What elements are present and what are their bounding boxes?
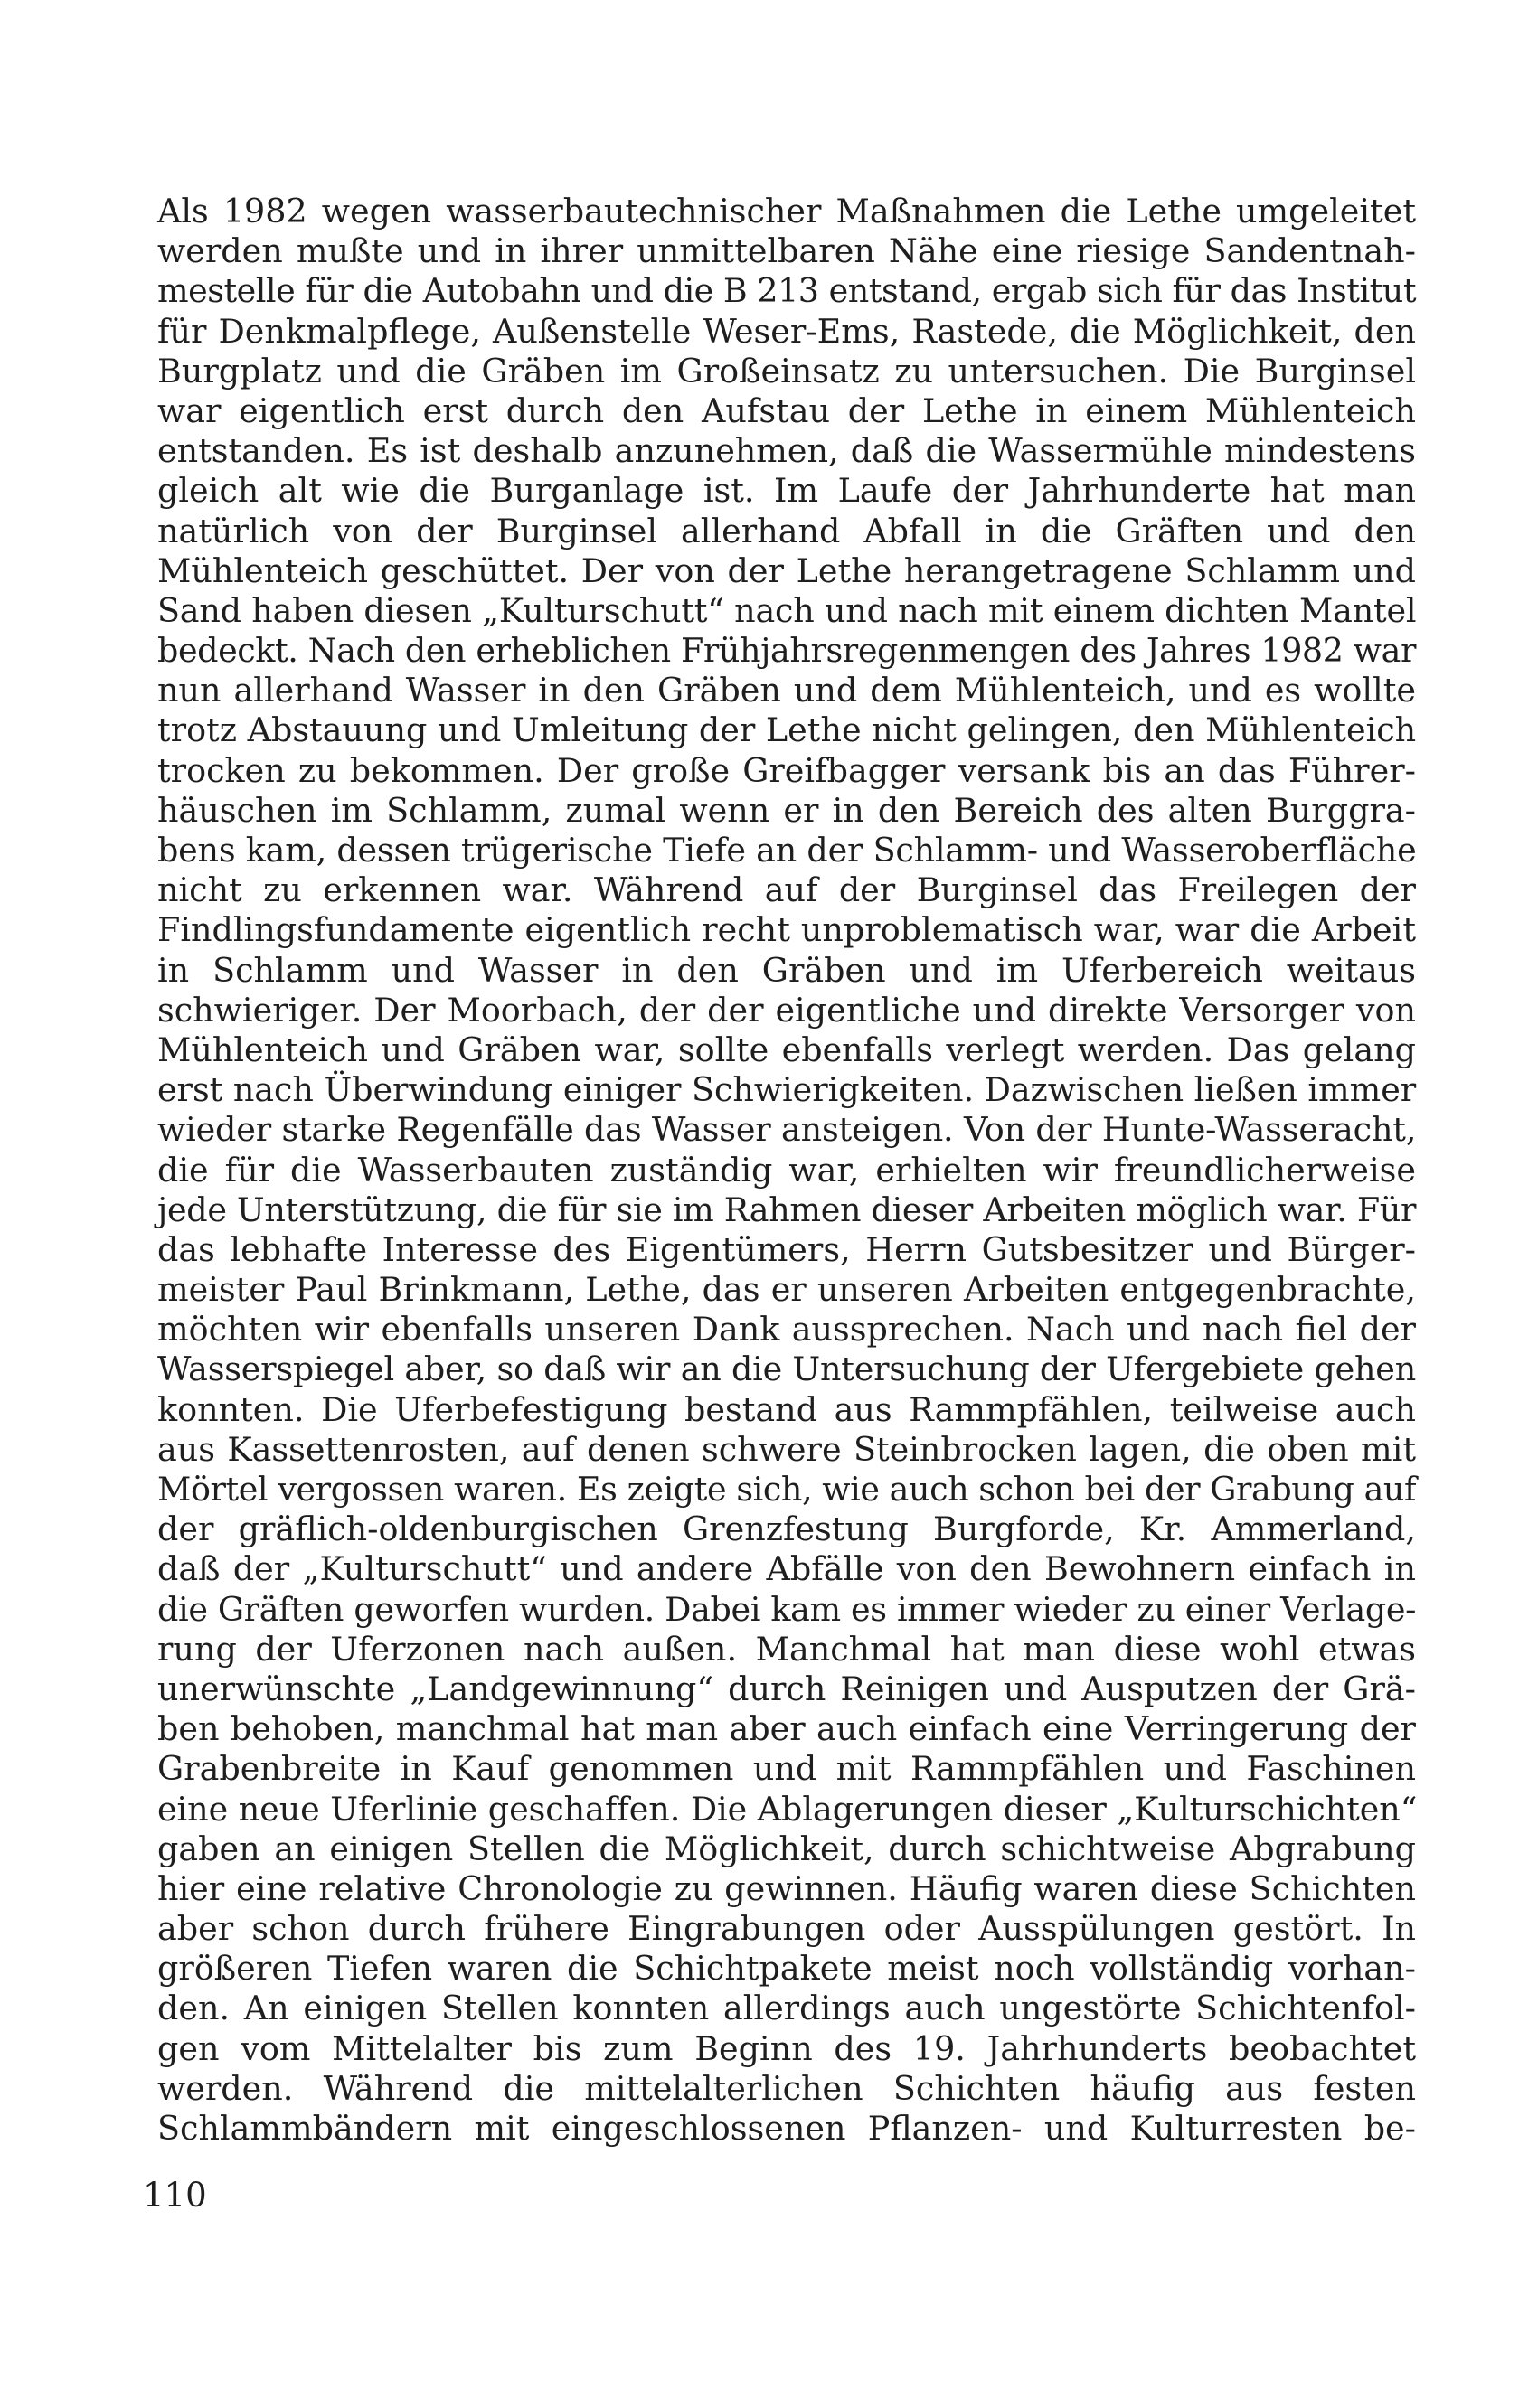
text-line: für Denkmalpflege, Außenstelle Weser-Ems, Rastede, die Möglichkeit, den xyxy=(157,311,1416,351)
text-line: bens kam, dessen trügerische Tiefe an der Schlamm- und Wasseroberfläche xyxy=(157,831,1417,870)
text-line: unerwünschte „Landgewinnung“ durch Reinigen und Ausputzen der Grä- xyxy=(157,1669,1416,1708)
text-line: größeren Tiefen waren die Schichtpakete meist noch vollständig vorhan- xyxy=(157,1949,1416,1989)
text-line: jede Unterstützung, die für sie im Rahmen dieser Arbeiten möglich war. Für xyxy=(157,1190,1417,1229)
text-line: natürlich von der Burginsel allerhand Abfall in die Gräften und den xyxy=(157,511,1416,550)
text-line: hier eine relative Chronologie zu gewinnen. Häufig waren diese Schichten xyxy=(157,1868,1416,1908)
text-line: eine neue Uferlinie geschaffen. Die Ablagerungen dieser „Kulturschichten“ xyxy=(157,1789,1418,1829)
text-line: Mühlenteich geschüttet. Der von der Lethe herangetragene Schlamm und xyxy=(157,550,1416,590)
text-line: rung der Uferzonen nach außen. Manchmal hat man diese wohl etwas xyxy=(157,1629,1416,1669)
text-line: schwieriger. Der Moorbach, der der eigentliche und direkte Versorger von xyxy=(157,990,1416,1030)
text-line: Sand haben diesen „Kulturschutt“ nach und nach mit einem dichten Mantel xyxy=(157,590,1417,630)
text-line: aus Kassettenrosten, auf denen schwere Steinbrocken lagen, die oben mit xyxy=(157,1429,1416,1469)
text-line: Wasserspiegel aber, so daß wir an die Untersuchung der Ufergebiete gehen xyxy=(157,1350,1416,1389)
text-line: mestelle für die Autobahn und die B 213 entstand, ergab sich für das Institut xyxy=(157,271,1416,311)
text-line: häuschen im Schlamm, zumal wenn er in den Bereich des alten Burggra- xyxy=(157,790,1416,830)
text-line: möchten wir ebenfalls unseren Dank aussprechen. Nach und nach fiel der xyxy=(157,1310,1416,1350)
text-line: werden mußte und in ihrer unmittelbaren Nähe eine riesige Sandentnah- xyxy=(157,231,1416,271)
text-line: gleich alt wie die Burganlage ist. Im Laufe der Jahrhunderte hat man xyxy=(157,471,1416,511)
page-number: 110 xyxy=(143,2176,207,2215)
text-line: in Schlamm und Wasser in den Gräben und im Uferbereich weitaus xyxy=(157,950,1416,990)
text-line: Grabenbreite in Kauf genommen und mit Rammpfählen und Faschinen xyxy=(157,1749,1416,1789)
text-line: meister Paul Brinkmann, Lethe, das er unseren Arbeiten entgegenbrachte, xyxy=(157,1270,1416,1310)
text-line: der gräflich-oldenburgischen Grenzfestung Burgforde, Kr. Ammerland, xyxy=(157,1510,1416,1549)
text-line: Mörtel vergossen waren. Es zeigte sich, wie auch schon bei der Grabung auf xyxy=(157,1470,1417,1509)
text-line: Burgplatz und die Gräben im Großeinsatz zu untersuchen. Die Burginsel xyxy=(157,351,1416,390)
text-line: das lebhafte Interesse des Eigentümers, Herrn Gutsbesitzer und Bürger- xyxy=(157,1229,1416,1269)
text-line: trotz Abstauung und Umleitung der Lethe nicht gelingen, den Mühlenteich xyxy=(157,710,1417,750)
text-line: wieder starke Regenfälle das Wasser ansteigen. Von der Hunte-Wasseracht, xyxy=(157,1110,1417,1150)
text-line: Schlammbändern mit eingeschlossenen Pflanzen- und Kulturresten be- xyxy=(157,2109,1416,2148)
text-line: nicht zu erkennen war. Während auf der Burginsel das Freilegen der xyxy=(157,870,1416,910)
body-paragraph xyxy=(157,192,1416,2149)
text-line: erst nach Überwindung einiger Schwierigkeiten. Dazwischen ließen immer xyxy=(157,1070,1417,1110)
text-line: gen vom Mittelalter bis zum Beginn des 19. Jahrhunderts beobachtet xyxy=(157,2028,1416,2068)
text-line: die Gräften geworfen wurden. Dabei kam es immer wieder zu einer Verlage- xyxy=(157,1589,1417,1629)
text-line: gaben an einigen Stellen die Möglichkeit, durch schichtweise Abgrabung xyxy=(157,1829,1416,1868)
text-line: werden. Während die mittelalterlichen Schichten häufig aus festen xyxy=(157,2068,1416,2108)
text-line: ben behoben, manchmal hat man aber auch einfach eine Verringerung der xyxy=(157,1709,1416,1749)
text-line: trocken zu bekommen. Der große Greifbagger versank bis an das Führer- xyxy=(157,750,1416,790)
text-line: daß der „Kulturschutt“ und andere Abfälle von den Bewohnern einfach in xyxy=(157,1549,1416,1589)
text-line: die für die Wasserbauten zuständig war, erhielten wir freundlicherweise xyxy=(157,1150,1416,1190)
text-line: Mühlenteich und Gräben war, sollte ebenfalls verlegt werden. Das gelang xyxy=(157,1030,1416,1069)
text-line: Als 1982 wegen wasserbautechnischer Maßnahmen die Lethe umgeleitet xyxy=(157,192,1416,230)
text-line: aber schon durch frühere Eingrabungen oder Ausspülungen gestört. In xyxy=(157,1909,1416,1949)
text-line: Findlingsfundamente eigentlich recht unproblematisch war, war die Arbeit xyxy=(157,910,1416,950)
text-line: war eigentlich erst durch den Aufstau der Lethe in einem Mühlenteich xyxy=(157,390,1416,430)
text-line: bedeckt. Nach den erheblichen Frühjahrsregenmengen des Jahres 1982 war xyxy=(157,631,1416,671)
text-line: nun allerhand Wasser in den Gräben und dem Mühlenteich, und es wollte xyxy=(157,671,1416,710)
text-line: entstanden. Es ist deshalb anzunehmen, daß die Wassermühle mindestens xyxy=(157,431,1416,471)
text-line: konnten. Die Uferbefestigung bestand aus Rammpfählen, teilweise auch xyxy=(157,1389,1416,1429)
text-line: den. An einigen Stellen konnten allerdings auch ungestörte Schichtenfol- xyxy=(157,1989,1416,2028)
